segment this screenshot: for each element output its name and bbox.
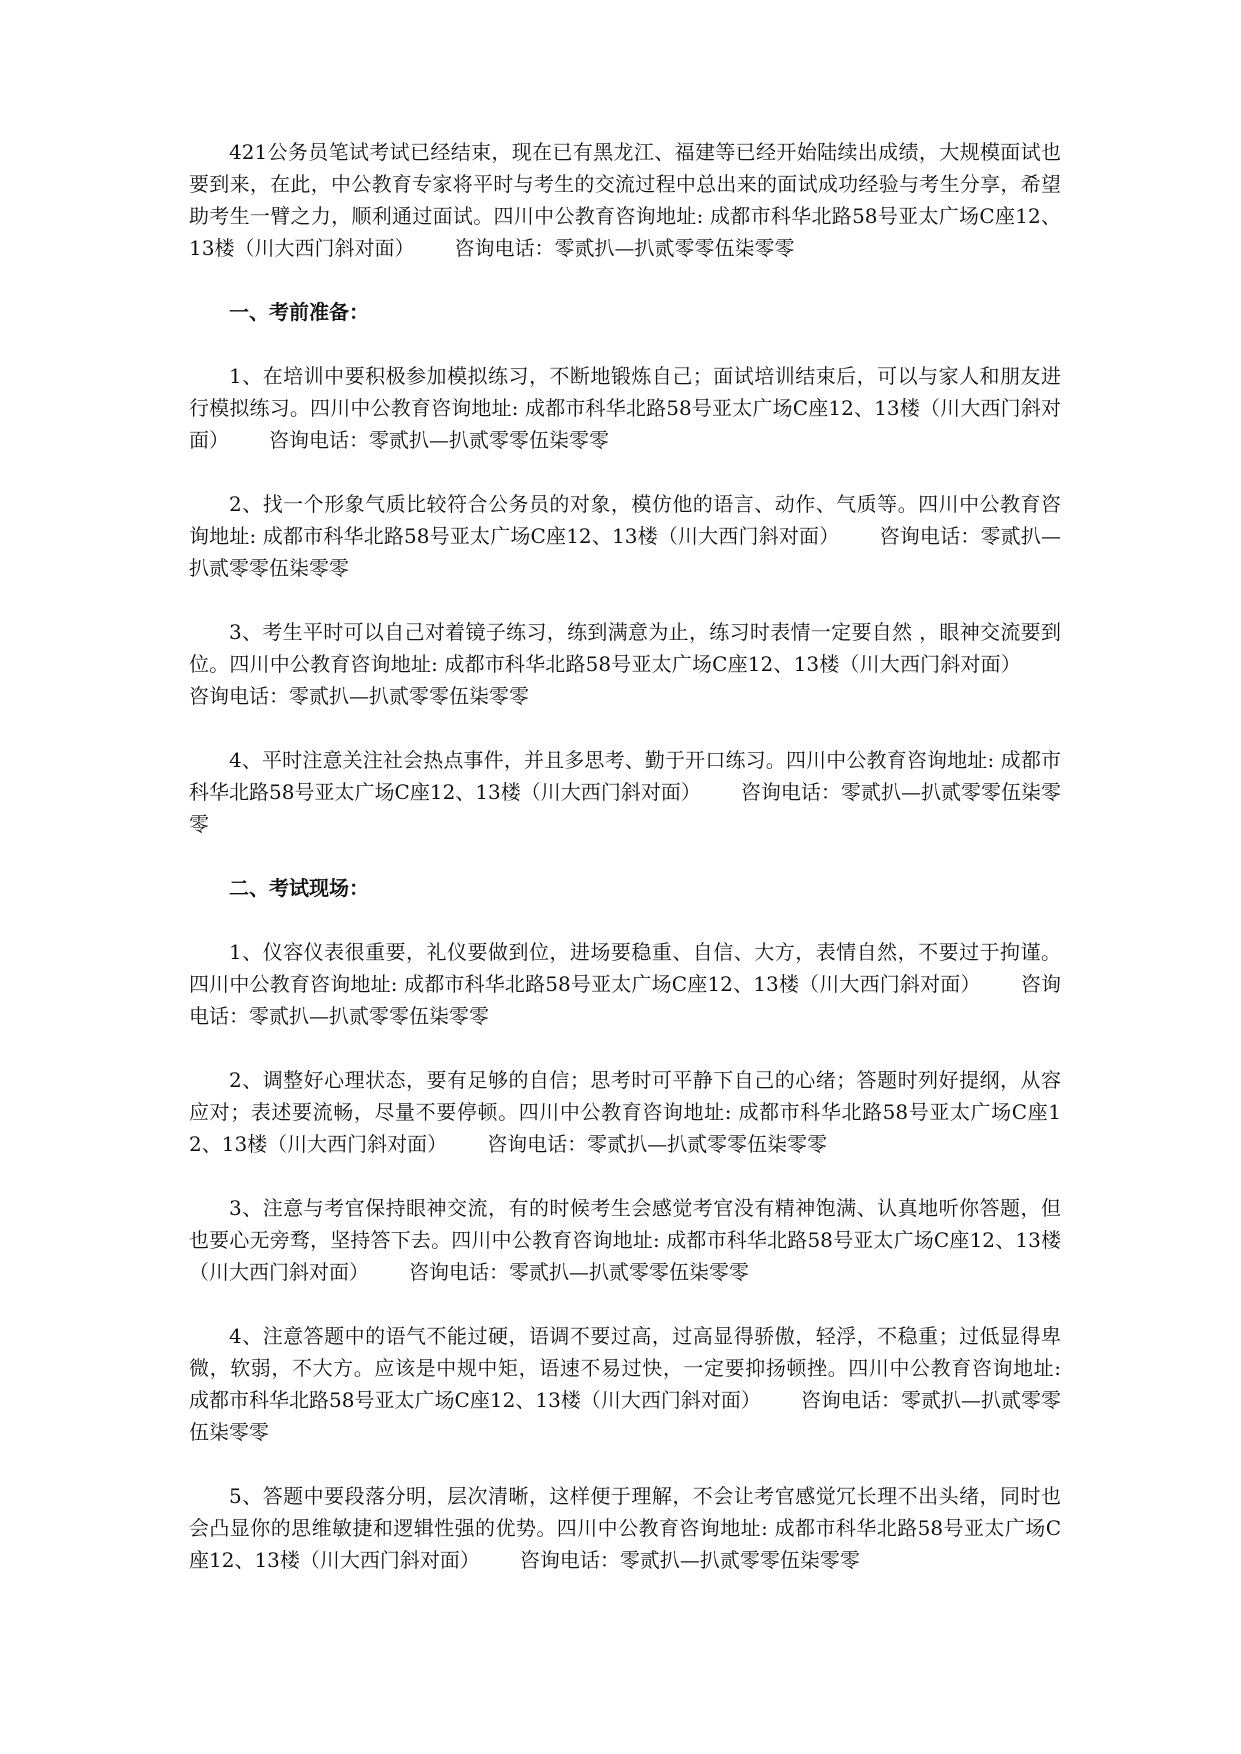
item-text: 3、注意与考官保持眼神交流，有的时候考生会感觉考官没有精神饱满、认真地听你答题，但也要心无旁骛，坚持答下去。 [189,1196,1061,1252]
item-address: 四川中公教育咨询地址: 成都市科华北路58号亚太广场C座12、13楼（川大西门斜对面） [189,492,1061,548]
item-phone: 咨询电话：零贰扒—扒贰零零伍柒零零 [189,524,1061,580]
item-text: 3、考生平时可以自己对着镜子练习，练到满意为止，练习时表情一定要自然 ，眼神交流要到位。 [189,620,1061,676]
item-phone: 咨询电话：零贰扒—扒贰零零伍柒零零 [189,1388,1061,1444]
item-address: 四川中公教育咨询地址: 成都市科华北路58号亚太广场C座12、13楼（川大西门斜对面） [189,972,981,996]
item-phone: 咨询电话：零贰扒—扒贰零零伍柒零零 [409,1260,749,1284]
preparation-item [189,616,1061,712]
document-body [189,136,1061,1608]
item-address: 四川中公教育咨询地址: 成都市科华北路58号亚太广场C座12、13楼（川大西门斜对面） [229,652,1022,676]
intro-paragraph [189,136,1061,264]
item-phone: 咨询电话：零贰扒—扒贰零零伍柒零零 [189,684,529,708]
exam-site-item [189,936,1061,1032]
item-phone: 咨询电话：零贰扒—扒贰零零伍柒零零 [189,780,1062,836]
intro-phone: 咨询电话：零贰扒—扒贰零零伍柒零零 [454,236,795,260]
item-address: 四川中公教育咨询地址: 成都市科华北路58号亚太广场C座12、13楼（川大西门斜对面） [189,1516,1061,1572]
item-text: 1、在培训中要积极参加模拟练习，不断地锻炼自己；面试培训结束后，可以与家人和朋友进行模拟练习。 [189,364,1061,420]
item-text: 2、找一个形象气质比较符合公务员的对象，模仿他的语言、动作、气质等。 [229,492,919,516]
item-phone: 咨询电话：零贰扒—扒贰零零伍柒零零 [487,1132,828,1156]
item-phone: 咨询电话：零贰扒—扒贰零零伍柒零零 [189,972,1062,1028]
intro-address: 四川中公教育咨询地址: 成都市科华北路58号亚太广场C座12、13楼（川大西门斜对面） [189,204,1062,260]
item-address: 四川中公教育咨询地址: 成都市科华北路58号亚太广场C座12、13楼（川大西门斜对面） [189,1356,1062,1412]
section-heading-exam-site: 二、考试现场： [229,876,369,900]
exam-site-item [189,1192,1061,1288]
preparation-item [189,744,1061,840]
item-phone: 咨询电话：零贰扒—扒贰零零伍柒零零 [519,1548,860,1572]
item-text: 2、调整好心理状态，要有足够的自信；思考时可平静下自己的心绪；答题时列好提纲，从容应对；表述要流畅，尽量不要停顿。 [189,1068,1061,1124]
item-text: 1、仪容仪表很重要，礼仪要做到位，进场要稳重、自信、大方，表情自然，不要过于拘谨。 [229,940,1061,964]
preparation-item [189,488,1061,584]
item-address: 四川中公教育咨询地址: 成都市科华北路58号亚太广场C座12、13楼（川大西门斜对面） [189,1228,1062,1284]
exam-site-item [189,1064,1061,1160]
item-text: 4、平时注意关注社会热点事件，并且多思考、勤于开口练习。 [229,748,786,772]
section-heading-preparation: 一、考前准备： [229,300,369,324]
item-address: 四川中公教育咨询地址: 成都市科华北路58号亚太广场C座12、13楼（川大西门斜对面） [189,1100,1061,1156]
intro-text: 421公务员笔试考试已经结束，现在已有黑龙江、福建等已经开始陆续出成绩，大规模面试也要到来，在此，中公教育专家将平时与考生的交流过程中总出来的面试成功经验与考生分享，希望助考生一臂之力，顺利通过面试。 [189,140,1061,228]
exam-site-item [189,1320,1061,1448]
item-phone: 咨询电话：零贰扒—扒贰零零伍柒零零 [269,428,609,452]
item-address: 四川中公教育咨询地址: 成都市科华北路58号亚太广场C座12、13楼（川大西门斜对面） [189,748,1061,804]
item-address: 四川中公教育咨询地址: 成都市科华北路58号亚太广场C座12、13楼（川大西门斜对面） [189,396,1062,452]
exam-site-item [189,1480,1061,1576]
preparation-item [189,360,1061,456]
item-text: 5、答题中要段落分明，层次清晰，这样便于理解，不会让考官感觉冗长理不出头绪，同时也会凸显你的思维敏捷和逻辑性强的优势。 [189,1484,1061,1540]
item-text: 4、注意答题中的语气不能过硬，语调不要过高，过高显得骄傲，轻浮，不稳重；过低显得卑微，软弱，不大方。应该是中规中矩，语速不易过快，一定要抑扬顿挫。 [189,1324,1061,1380]
